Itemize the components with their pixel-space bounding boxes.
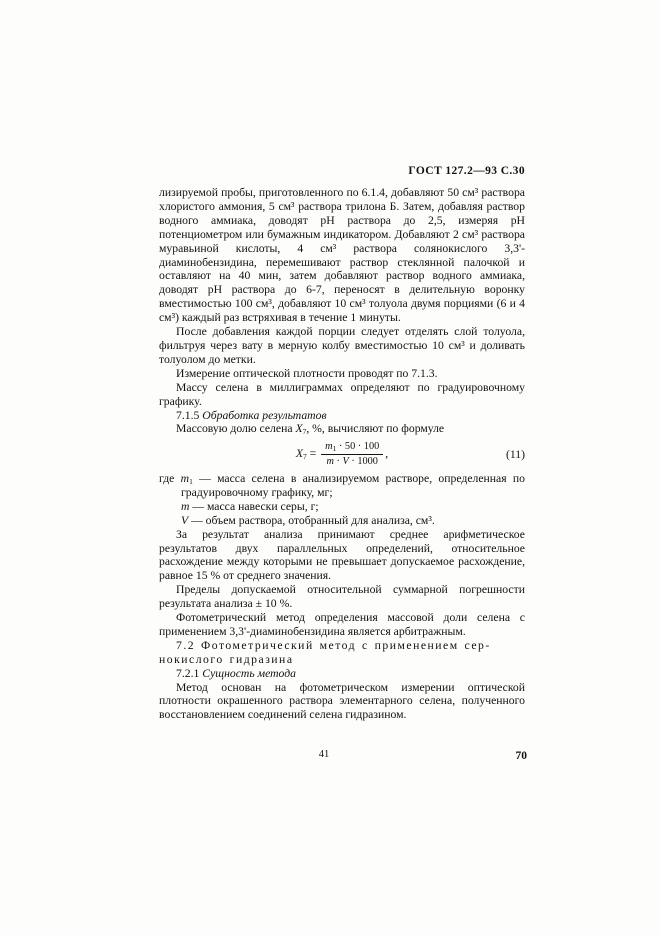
numerator-constants: · 50 · 100 [336, 441, 380, 453]
variable-x-subscript: 7 [302, 427, 307, 437]
variable-definitions [159, 472, 525, 528]
equation-expression [296, 441, 388, 468]
paragraph-result-average: За результат анализа принимают среднее арифметическое результатов двух параллельных определений, относительное расхождение между которыми не превышает допускаемое расхождение, равное 15 % от среднего значения. [159, 527, 525, 583]
definition-text: — объем раствора, отобранный для анализа, см³. [188, 513, 435, 527]
section-heading-7-2 [159, 639, 525, 667]
formula-intro-text-tail: , %, вычисляют по формуле [306, 422, 445, 436]
paragraph-error-limits: Пределы допускаемой относительной суммарной погрешности результата анализа ± 10 %. [159, 583, 525, 611]
paragraph-formula-intro [159, 422, 525, 436]
formula-intro-text: Массовую долю селена [176, 422, 296, 436]
variable-m: m [326, 456, 334, 468]
fraction [321, 441, 383, 468]
section-title: Сущность метода [202, 666, 296, 680]
formula-comma: , [385, 447, 389, 461]
definition-m1 [159, 472, 525, 500]
definition-text: — масса селена в анализируемом растворе, определенная по градуировочному графику, мг; [181, 471, 525, 499]
definition-v [159, 514, 525, 528]
variable-x-subscript: 7 [302, 452, 307, 462]
denominator-constants: · 1000 [348, 456, 378, 468]
variable-v: V [342, 456, 349, 468]
footer-mark: 70 [515, 750, 527, 762]
equation-11 [159, 441, 525, 468]
variable-m1: m [325, 441, 333, 453]
variable-m1-subscript: 1 [332, 444, 337, 454]
variable-x: Х [295, 447, 303, 461]
equation-number: (11) [505, 447, 525, 461]
section-title: Обработка результатов [202, 408, 327, 422]
heading-line-2: нокислого гидразина [159, 652, 294, 666]
heading-line-1: 7.2 Фотометрический метод с применением сер- [176, 638, 491, 652]
definition-text: — масса навески серы, г; [189, 499, 319, 513]
document-content [159, 186, 525, 722]
definition-m [159, 500, 525, 514]
dot-operator: · [333, 456, 343, 468]
paragraph-method-essence: Метод основан на фотометрическом измерении оптической плотности окрашенного раствора элементарного селена, полученного восстановлением соединений селена гидразином. [159, 680, 525, 722]
variable-m1: m [180, 471, 190, 485]
paragraph-optical-density: Измерение оптической плотности проводят по 7.1.3. [176, 366, 438, 380]
paragraph-sample-preparation: лизируемой пробы, приготовленного по 6.1.4, добавляют 50 см³ раствора хлористого аммония, 5 см³ раствора трилона Б. Затем, добавляя раствор водного аммиака, доводят рН раствора до 2,5, измеряя рН потенциометром или бумажным индикатором. Добавляют 2 см³ раствора муравьиной кислоты, 4 см³ раствора солянокислого 3,3'-диаминобензидина, перемешивают раствор стеклянной палочкой и оставляют на 40 мин, затем добавляют раствор водного аммиака, доводят рН раствора до 6-7, переносят в делительную воронку вместимостью 100 см³, добавляют 10 см³ толуола двумя порциями (6 и 4 см³) каждый раз встряхивая в течение 1 минуты. [159, 186, 525, 325]
variable-m: m [181, 499, 190, 513]
paragraph-arbitration-method: Фотометрический метод определения массовой доли селена с применением 3,3'-диаминобензидина является арбитражным. [159, 611, 525, 638]
variable-v: V [181, 513, 189, 527]
variable-x: Х [295, 422, 303, 436]
fraction-denominator [321, 455, 383, 468]
section-heading-7-2-1 [159, 667, 525, 681]
equals-sign: = [306, 447, 320, 461]
variable-m1-subscript: 1 [189, 476, 193, 486]
paragraph-toluene-layer: После добавления каждой порции следует отделять слой толуола, фильтруя через вату в мерную колбу вместимостью 10 см³ и доливать толуолом до метки. [159, 325, 525, 366]
section-number: 7.2.1 [176, 666, 203, 680]
section-heading-7-1-5 [159, 409, 525, 423]
page-number: 41 [318, 749, 330, 760]
fraction-numerator [321, 441, 383, 455]
document-reference-header: ГОСТ 127.2—93 С.30 [408, 165, 525, 177]
section-number: 7.1.5 [176, 408, 203, 422]
definition-prefix: где [159, 471, 181, 485]
paragraph-selenium-mass: Массу селена в миллиграммах определяют по градуировочному графику. [159, 380, 525, 408]
